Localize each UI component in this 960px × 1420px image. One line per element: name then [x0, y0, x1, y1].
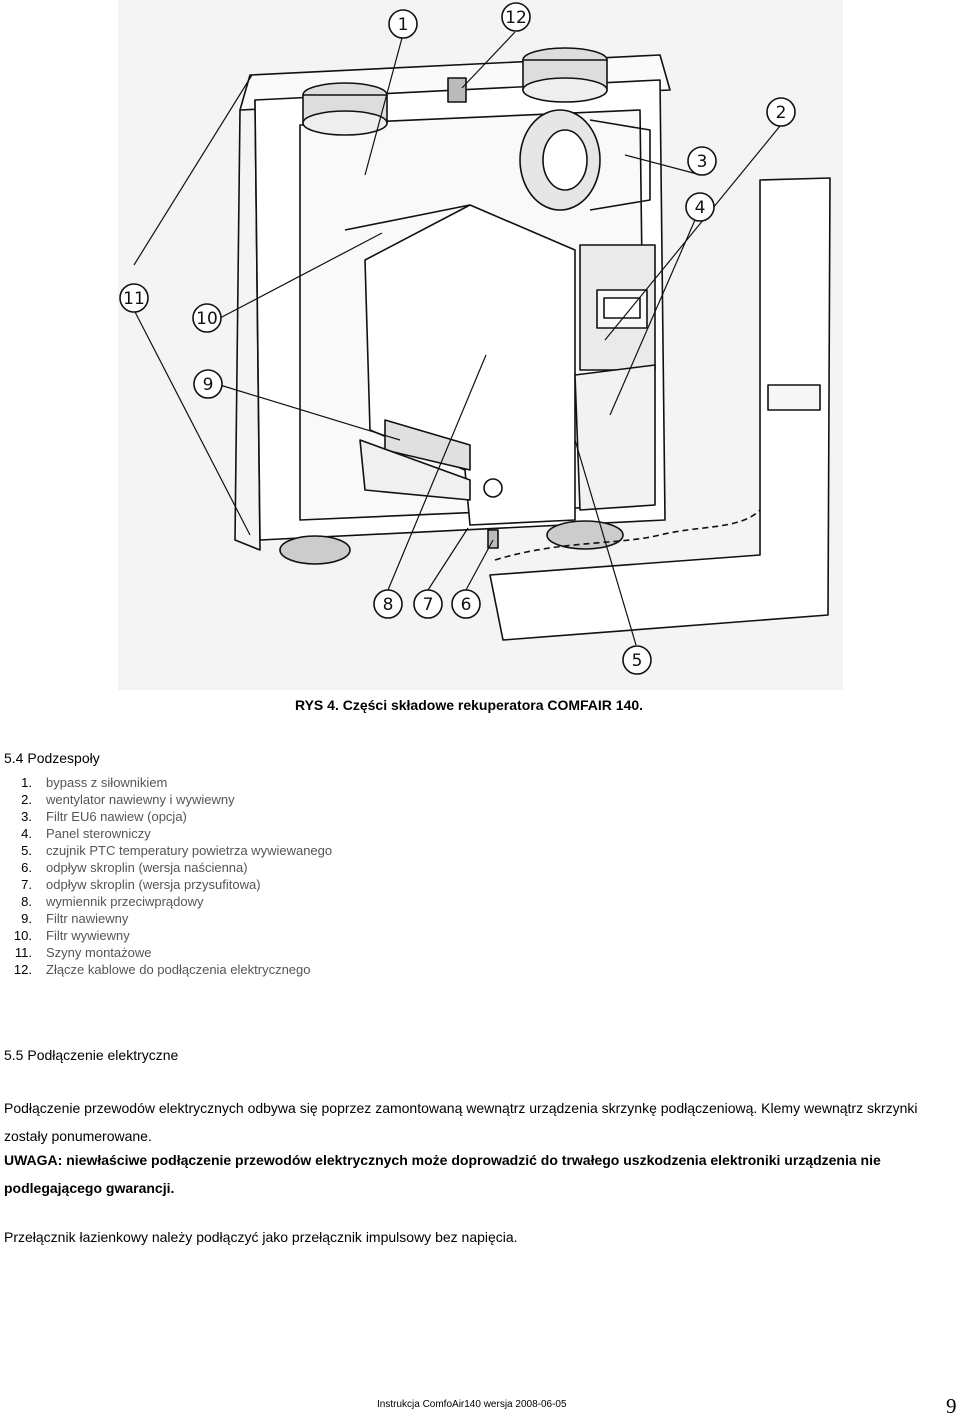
callout-8	[374, 590, 402, 618]
list-item	[0, 876, 332, 893]
list-item	[0, 893, 332, 910]
list-item-number: 12.	[13, 962, 32, 977]
list-item	[0, 842, 332, 859]
list-item	[0, 825, 332, 842]
list-item-number: 9.	[21, 911, 32, 926]
list-item-number: 3.	[21, 809, 32, 824]
callout-label: 5	[631, 651, 643, 671]
list-item	[0, 927, 332, 944]
parts-list	[0, 774, 332, 978]
callout-label: 3	[696, 152, 708, 172]
callout-3	[688, 147, 716, 175]
list-item-number: 7.	[21, 877, 32, 892]
callout-label: 6	[460, 595, 472, 615]
callout-10	[193, 304, 221, 332]
callout-7	[414, 590, 442, 618]
list-item-text: Filtr wywiewny	[46, 928, 130, 943]
page-number: 9	[946, 1394, 957, 1418]
callout-1	[389, 10, 417, 38]
list-item-text: wentylator nawiewny i wywiewny	[46, 792, 235, 807]
page-footer: Instrukcja ComfoAir140 wersja 2008-06-05	[377, 1399, 567, 1410]
list-item-text: wymiennik przeciwprądowy	[46, 894, 204, 909]
list-item-text: Szyny montażowe	[46, 945, 152, 960]
list-item-text: odpływ skroplin (wersja przysufitowa)	[46, 877, 261, 892]
list-item	[0, 774, 332, 791]
paragraph-warning: UWAGA: niewłaściwe podłączenie przewodów elektrycznych może doprowadzić do trwałego uszkodzenia elektroniki urządzenia nie podlegającego gwarancji.	[4, 1152, 881, 1196]
list-item-text: czujnik PTC temperatury powietrza wywiewanego	[46, 843, 333, 858]
list-item-text: odpływ skroplin (wersja naścienna)	[46, 860, 248, 875]
callout-label: 11	[123, 289, 145, 309]
list-item-number: 10.	[13, 928, 32, 943]
list-item-text: bypass z siłownikiem	[46, 775, 168, 790]
callout-11	[120, 284, 148, 312]
list-item	[0, 944, 332, 961]
list-item	[0, 910, 332, 927]
list-item-text: Złącze kablowe do podłączenia elektrycznego	[46, 962, 311, 977]
callout-9	[194, 370, 222, 398]
section-title-subassemblies: 5.4 Podzespoły	[4, 750, 100, 766]
list-item-text: Panel sterowniczy	[46, 826, 151, 841]
list-item-text: Filtr EU6 nawiew (opcja)	[46, 809, 187, 824]
paragraph-bathroom-switch: Przełącznik łazienkowy należy podłączyć jako przełącznik impulsowy bez napięcia.	[4, 1229, 518, 1245]
callout-label: 12	[505, 8, 527, 28]
paragraph-connection: Podłączenie przewodów elektrycznych odbywa się poprzez zamontowaną wewnątrz urządzenia skrzynkę podłączeniową. Klemy wewnątrz skrzynki zostały ponumerowane.	[4, 1100, 918, 1144]
callout-label: 8	[382, 595, 394, 615]
callout-2	[767, 98, 795, 126]
callout-label: 9	[202, 375, 214, 395]
list-item	[0, 808, 332, 825]
list-item	[0, 961, 332, 978]
callout-label: 4	[694, 198, 706, 218]
callout-6	[452, 590, 480, 618]
callout-label: 10	[196, 309, 218, 329]
list-item-number: 4.	[21, 826, 32, 841]
callout-label: 2	[775, 103, 787, 123]
list-item-text: Filtr nawiewny	[46, 911, 129, 926]
list-item	[0, 791, 332, 808]
list-item-number: 2.	[21, 792, 32, 807]
list-item-number: 11.	[14, 945, 32, 960]
list-item-number: 8.	[21, 894, 32, 909]
list-item	[0, 859, 332, 876]
list-item-number: 1.	[21, 775, 32, 790]
list-item-number: 5.	[21, 843, 32, 858]
callout-4	[686, 193, 714, 221]
unit-exploded-drawing	[0, 0, 960, 690]
callout-label: 1	[397, 15, 409, 35]
callout-5	[623, 646, 651, 674]
section-title-electrical: 5.5 Podłączenie elektryczne	[4, 1047, 179, 1063]
callout-12	[502, 3, 530, 31]
list-item-number: 6.	[21, 860, 32, 875]
callout-label: 7	[422, 595, 434, 615]
figure-caption: RYS 4. Części składowe rekuperatora COMFAIR 140.	[295, 697, 644, 713]
